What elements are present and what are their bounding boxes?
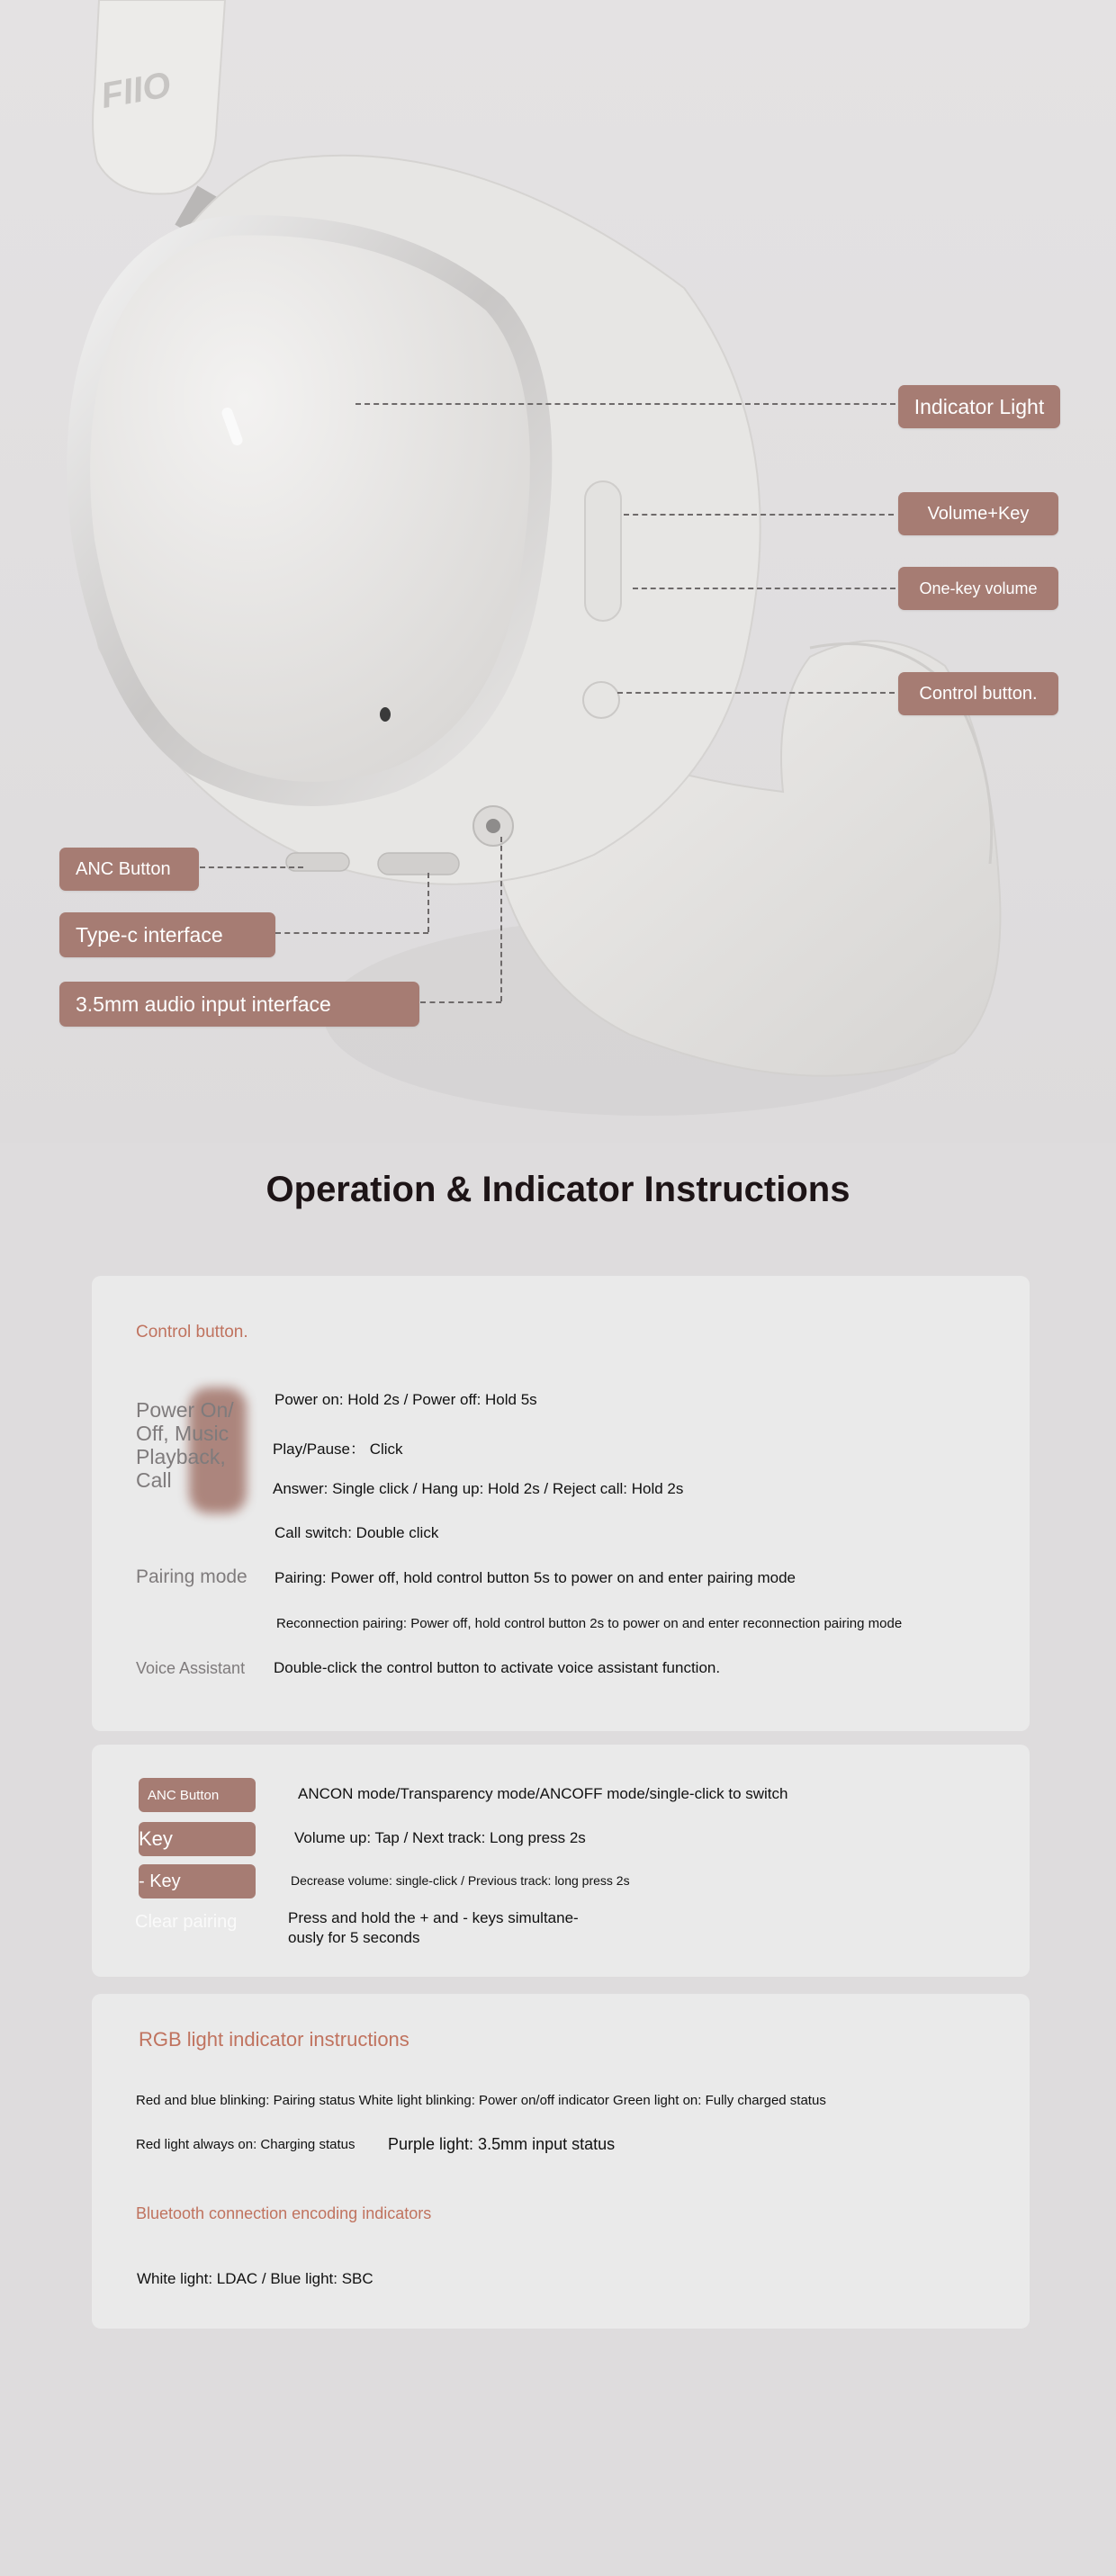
power-label: Power On/ Off, Music Playback, Call (136, 1398, 234, 1492)
reconnect-text: Reconnection pairing: Power off, hold control button 2s to power on and enter reconnection pairing mode (276, 1616, 903, 1631)
brand-logo: FIIO (97, 65, 174, 117)
voice-text: Double-click the control button to activate voice assistant function. (274, 1659, 721, 1676)
volume-plus-tag: Key (139, 1822, 256, 1856)
clear-pairing-text-2: ously for 5 seconds (288, 1929, 420, 1946)
power-on-text: Power on: Hold 2s / Power off: Hold 5s (274, 1391, 537, 1408)
control-button-card (92, 1276, 1030, 1731)
callout-indicator-light: Indicator Light (898, 385, 1060, 428)
play-pause-text: Play/Pause： Click (273, 1441, 403, 1458)
anc-text: ANCON mode/Transparency mode/ANCOFF mode/single-click to switch (298, 1785, 788, 1802)
callout-audio-input: 3.5mm audio input interface (59, 982, 419, 1027)
bt-line: White light: LDAC / Blue light: SBC (137, 2270, 374, 2287)
rgb-card (92, 1994, 1030, 2329)
volume-minus-tag: - Key (139, 1864, 256, 1898)
anc-tag: ANC Button (139, 1778, 256, 1812)
callout-volume-minus: One-key volume (898, 567, 1058, 610)
callout-typec: Type-c interface (59, 912, 275, 957)
keys-card (92, 1745, 1030, 1977)
callout-volume-plus: Volume+Key (898, 492, 1058, 535)
callout-control-button: Control button. (898, 672, 1058, 715)
rgb-line-2a: Red light always on: Charging status (136, 2137, 356, 2152)
card-title: Control button. (136, 1323, 248, 1342)
rgb-line-1: Red and blue blinking: Pairing status White light blinking: Power on/off indicator Green light on: Fully charged status (136, 2093, 826, 2108)
product-hero (0, 0, 1116, 1143)
rgb-line-2b: Purple light: 3.5mm input status (388, 2135, 616, 2153)
clear-pairing-label: Clear pairing (135, 1912, 238, 1932)
pairing-label: Pairing mode (136, 1566, 248, 1587)
callout-anc-button: ANC Button (59, 848, 199, 891)
pairing-text: Pairing: Power off, hold control button 5s to power on and enter pairing mode (274, 1569, 796, 1586)
clear-pairing-text-1: Press and hold the + and - keys simultane- (288, 1909, 579, 1926)
volume-plus-text: Volume up: Tap / Next track: Long press 2s (294, 1829, 586, 1846)
page-title: Operation & Indicator Instructions (266, 1170, 850, 1209)
rgb-title: RGB light indicator instructions (139, 2028, 410, 2051)
answer-text: Answer: Single click / Hang up: Hold 2s / Reject call: Hold 2s (273, 1480, 684, 1497)
call-switch-text: Call switch: Double click (274, 1524, 439, 1541)
voice-label: Voice Assistant (136, 1659, 246, 1677)
volume-minus-text: Decrease volume: single-click / Previous track: long press 2s (291, 1873, 630, 1888)
bt-title: Bluetooth connection encoding indicators (136, 2204, 432, 2222)
